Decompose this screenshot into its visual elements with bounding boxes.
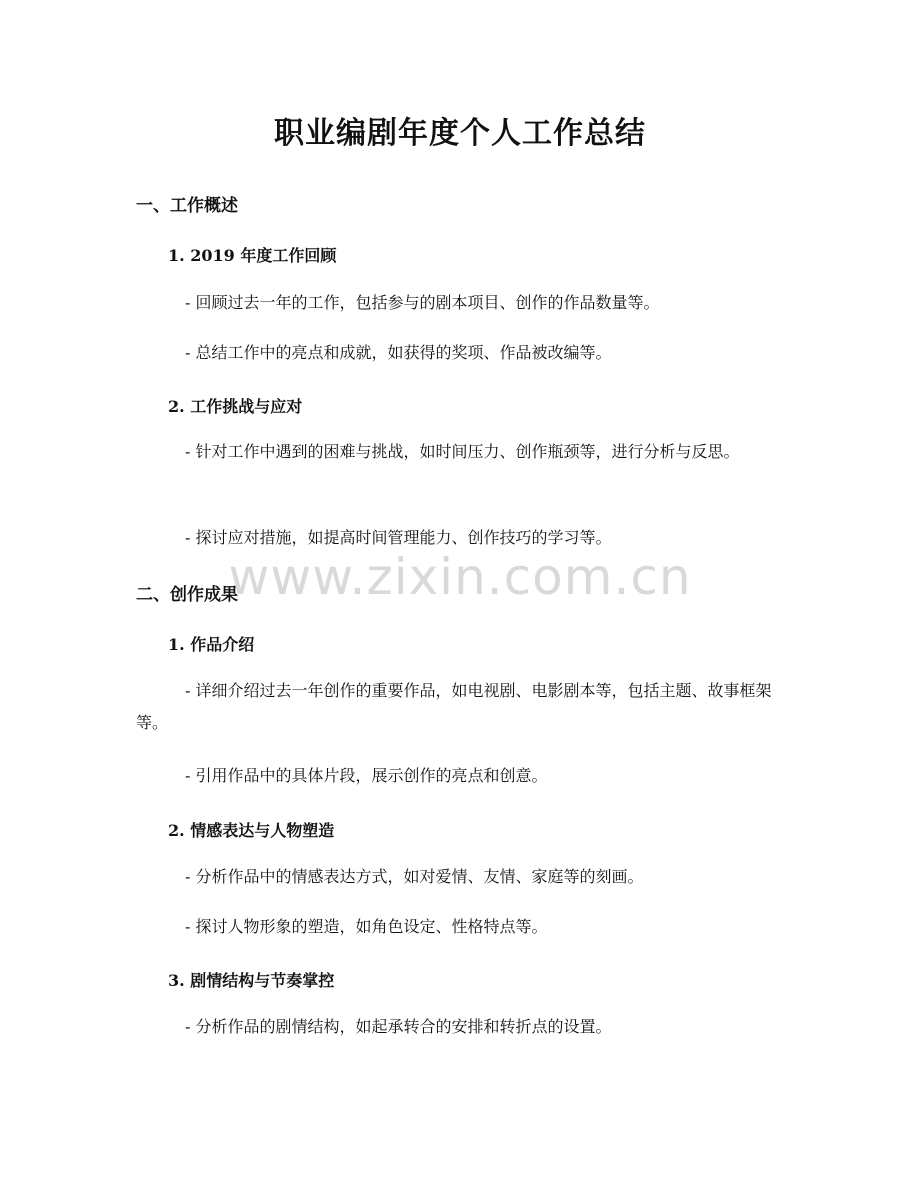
watermark: www.zixin.com.cn (228, 548, 692, 606)
bullet-item: - 探讨人物形象的塑造，如角色设定、性格特点等。 (185, 917, 548, 936)
bullet-item: - 针对工作中遇到的困难与挑战，如时间压力、创作瓶颈等，进行分析与反思。 (185, 442, 740, 461)
bullet-item: - 回顾过去一年的工作，包括参与的剧本项目、创作的作品数量等。 (185, 293, 660, 312)
section-heading: 一、工作概述 (136, 196, 238, 216)
subsection-heading: 1. 2019 年度工作回顾 (168, 246, 337, 265)
document-title: 职业编剧年度个人工作总结 (274, 116, 646, 151)
subsection-heading: 1. 作品介绍 (168, 635, 255, 654)
bullet-item: - 分析作品中的情感表达方式，如对爱情、友情、家庭等的刻画。 (185, 867, 644, 886)
section-heading: 二、创作成果 (136, 585, 238, 605)
bullet-item: - 探讨应对措施，如提高时间管理能力、创作技巧的学习等。 (185, 528, 612, 547)
bullet-item: - 分析作品的剧情结构，如起承转合的安排和转折点的设置。 (185, 1017, 612, 1036)
subsection-heading: 2. 情感表达与人物塑造 (168, 821, 335, 840)
bullet-item: - 引用作品中的具体片段，展示创作的亮点和创意。 (185, 766, 548, 785)
subsection-heading: 3. 剧情结构与节奏掌控 (168, 971, 335, 990)
bullet-item: - 总结工作中的亮点和成就，如获得的奖项、作品被改编等。 (185, 343, 612, 362)
bullet-item: - 详细介绍过去一年创作的重要作品，如电视剧、电影剧本等，包括主题、故事框架等。 (136, 681, 772, 732)
subsection-heading: 2. 工作挑战与应对 (168, 397, 303, 416)
